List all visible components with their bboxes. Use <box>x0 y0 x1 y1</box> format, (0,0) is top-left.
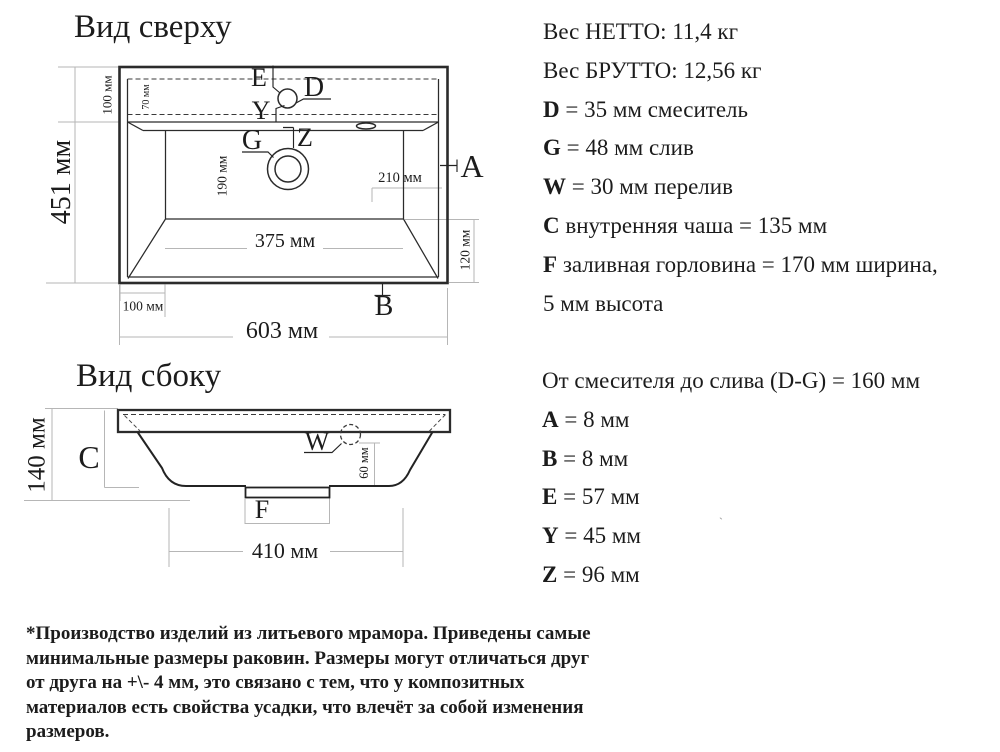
spec-z <box>542 556 920 595</box>
drain-inner <box>275 156 301 182</box>
dim-overflow-depth: 60 мм <box>356 447 371 479</box>
rim-profile <box>118 410 450 432</box>
spec-weight-gross <box>543 52 938 91</box>
spec-key: F <box>543 251 558 277</box>
spec-g-drain <box>543 129 938 168</box>
dim-front-ledge: 120 мм <box>457 229 473 271</box>
label-g: G <box>241 125 263 156</box>
spec-a <box>542 401 920 440</box>
faucet-hole <box>278 89 297 108</box>
spec-list-bottom <box>542 362 920 595</box>
spec-e <box>542 478 920 517</box>
spec-value: = 35 мм смеситель <box>559 96 748 122</box>
spec-key: D <box>543 96 560 122</box>
spec-value: = 30 мм перелив <box>566 174 733 200</box>
spec-weight-net <box>543 13 938 52</box>
spec-value: = 96 мм <box>557 561 640 587</box>
spec-value: = 8 мм <box>557 445 629 471</box>
drain-outer <box>268 149 309 190</box>
label-d: D <box>303 72 325 103</box>
dim-corner-offset: 100 мм <box>122 298 164 314</box>
spec-d-mixer <box>543 91 938 130</box>
spec-key: E <box>542 484 558 510</box>
dim-bowl-left: 190 мм <box>214 155 230 197</box>
side-view-drawing <box>118 410 450 498</box>
label-y: Y <box>251 96 271 125</box>
label-b: B <box>374 291 394 322</box>
spec-value: 5 мм высота <box>543 290 664 316</box>
dim-bowl-width: 375 мм <box>254 230 316 252</box>
footnote-line: минимальные размеры раковин. Размеры могут отличаться друг <box>26 647 590 669</box>
top-view-title: Вид сверху <box>74 9 232 45</box>
spec-value: заливная горловина = 170 мм ширина, <box>557 251 938 277</box>
spec-value: = 48 мм слив <box>560 135 694 161</box>
label-w: W <box>304 427 330 456</box>
label-z: Z <box>297 123 313 152</box>
dim-drain-offset: 210 мм <box>378 169 422 186</box>
dim-back-inner: 70 мм <box>141 84 152 110</box>
footnote-line: материалов есть свойства усадки, что влечёт за собой изменения <box>26 696 584 718</box>
overflow-slot <box>357 123 376 129</box>
footnote-line: размеров. <box>26 721 110 743</box>
spec-value: = 8 мм <box>558 406 630 432</box>
spec-c-bowl <box>543 207 938 246</box>
overflow-hidden-circle <box>341 425 361 445</box>
footnote-line: от друга на +\- 4 мм, это связано с тем, что у композитных <box>26 672 525 694</box>
callout-leader-lines <box>242 63 457 296</box>
spec-value: = 45 мм <box>558 523 641 549</box>
spec-key: Y <box>542 523 559 549</box>
spec-value: внутренняя чаша = 135 мм <box>559 212 828 238</box>
dim-base-width: 410 мм <box>251 538 319 563</box>
label-a: A <box>460 148 484 184</box>
dim-back-ledge: 100 мм <box>99 75 115 115</box>
spec-key: B <box>542 445 558 471</box>
dim-overall-height: 451 мм <box>46 139 77 225</box>
spec-y <box>542 517 920 556</box>
footnote <box>26 622 591 745</box>
footnote-line: *Производство изделий из литьевого мрамора. Приведены самые <box>26 623 591 644</box>
spec-value: От смесителя до слива (D-G) = 160 мм <box>542 368 921 393</box>
spec-b <box>542 440 920 479</box>
dim-overall-width: 603 мм <box>245 318 319 344</box>
spec-value: Вес БРУТТО: 12,56 кг <box>543 57 762 83</box>
spec-key: A <box>542 406 559 432</box>
hidden-edge-lines <box>128 79 439 115</box>
label-f: F <box>254 495 270 524</box>
spec-value: Вес НЕТТО: 11,4 кг <box>543 19 739 44</box>
dim-height: 140 мм <box>23 417 51 493</box>
spec-mixer-to-drain <box>542 362 920 401</box>
spec-f-neck <box>543 246 938 285</box>
spec-f-neck-height <box>543 285 938 324</box>
side-view-title: Вид сбоку <box>76 358 222 394</box>
rim-hidden-corners <box>125 415 446 432</box>
label-e: E <box>251 63 267 92</box>
spec-w-overflow <box>543 168 938 207</box>
label-c: C <box>78 439 100 475</box>
spec-key: C <box>543 212 560 238</box>
spec-key: Z <box>542 561 558 587</box>
spec-key: W <box>543 174 566 200</box>
spec-list-top <box>543 13 938 323</box>
stray-mark: ` <box>719 515 723 529</box>
bowl-profile <box>138 432 433 486</box>
spec-value: = 57 мм <box>557 484 640 510</box>
spec-key: G <box>543 135 561 161</box>
